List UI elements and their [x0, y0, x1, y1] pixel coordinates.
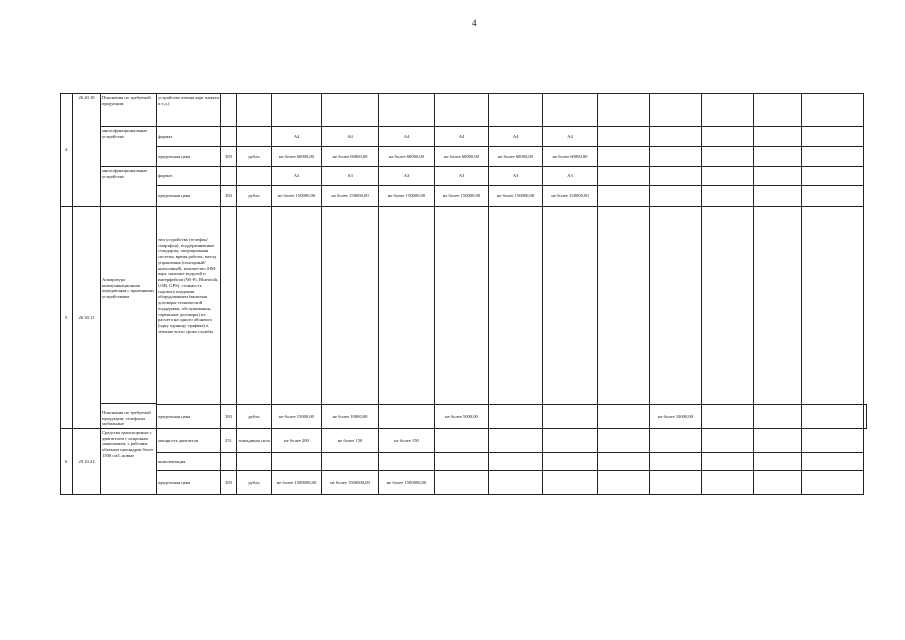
characteristic: предельная цена: [157, 186, 221, 207]
sub-product-name: многофункциональные устройства: [101, 167, 157, 207]
table-row: [61, 127, 867, 147]
sub-product-name: многофункциональные устройства: [101, 127, 157, 167]
table-row: [61, 429, 867, 453]
row-number: 5.: [61, 207, 73, 429]
table-row: [61, 186, 867, 207]
value-cell: A3: [322, 167, 379, 186]
product-name: Аппаратура коммуникационная передающая с приемными устройствами: [101, 207, 157, 404]
row-number: 6.: [61, 429, 73, 495]
product-note: Пояснения по требуемой продукции: телефоны мобильные: [101, 404, 157, 429]
okei-code: 383: [221, 405, 237, 429]
value-cell: A4: [322, 127, 379, 147]
table-row: [61, 471, 867, 495]
characteristic: предельная цена: [157, 405, 221, 429]
value-cell: не более 150000,00: [543, 186, 598, 207]
value-cell: A4: [435, 127, 489, 147]
unit: рубль: [237, 147, 272, 167]
unit: рубль: [237, 471, 272, 495]
value-cell: не более 1500000,00: [379, 471, 435, 495]
product-name: Пояснения по требуемой продукции:: [101, 94, 157, 127]
value-cell: A3: [543, 167, 598, 186]
value-cell: A3: [489, 167, 543, 186]
value-cell: не более 60000,00: [322, 147, 379, 167]
requirements-table: [60, 93, 867, 495]
page-number: 4: [472, 18, 477, 28]
characteristic: комплектация: [157, 453, 221, 471]
value-cell: не более 150000,00: [322, 186, 379, 207]
value-cell: не более 10000,00: [322, 405, 379, 429]
table-row: [61, 167, 867, 186]
value-cell: не более 60000,00: [489, 147, 543, 167]
table-row: [61, 207, 867, 404]
unit: рубль: [237, 186, 272, 207]
value-cell: не более 150000,00: [272, 186, 322, 207]
value-cell: не более 5000,00: [435, 405, 489, 429]
okpd-code: 26.20.18: [73, 94, 101, 207]
value-cell: A3: [379, 167, 435, 186]
product-name: Средства транспортные с двигателем с искровым зажиганием, с рабочим объемом цилиндров более 1500 см3, новые: [101, 429, 157, 495]
value-cell: не более 60000,00: [543, 147, 598, 167]
characteristic: устройства чтения карт памяти и т.д.): [157, 94, 221, 127]
okei-code: 383: [221, 147, 237, 167]
value-cell: A4: [489, 127, 543, 147]
value-cell: не более 150000,00: [379, 186, 435, 207]
value-cell: не более 1500000,00: [272, 471, 322, 495]
value-cell: не более 60000,00: [379, 147, 435, 167]
value-cell: не более 150: [322, 429, 379, 453]
unit: рубль: [237, 405, 272, 429]
okpd-code: 26.30.11: [73, 207, 101, 429]
table-row: [61, 147, 867, 167]
value-cell: не более 200: [272, 429, 322, 453]
value-cell: не более 1500000,00: [322, 471, 379, 495]
value-cell: не более 150: [379, 429, 435, 453]
value-cell: A4: [543, 127, 598, 147]
value-cell: не более 150000,00: [435, 186, 489, 207]
okei-code: 383: [221, 471, 237, 495]
characteristic: предельная цена: [157, 471, 221, 495]
value-cell: не более 10000,00: [650, 405, 702, 429]
characteristic: формат: [157, 127, 221, 147]
characteristic: предельная цена: [157, 147, 221, 167]
value-cell: A3: [435, 167, 489, 186]
table-row: [61, 405, 867, 429]
value-cell: не более 60000,00: [272, 147, 322, 167]
okei-code: 383: [221, 186, 237, 207]
table-row: [61, 94, 867, 127]
value-cell: не более 60000,00: [435, 147, 489, 167]
unit: лошадиная сила: [237, 429, 272, 453]
value-cell: A4: [272, 127, 322, 147]
value-cell: A3: [272, 167, 322, 186]
row-number: 4.: [61, 94, 73, 207]
value-cell: не более 15000,00: [272, 405, 322, 429]
okpd-code: 29.10.22: [73, 429, 101, 495]
value-cell: A4: [379, 127, 435, 147]
characteristic: тип устройства (телефон/смартфон), поддерживаемые стандарты, операционная система, время работы, метод управления (сенсорный/кнопочный), количество SIM-карт, наличие модулей и интерфейсов (Wi-Fi, Bluetooth, USB, GPS), стоимость годового владения оборудованием (включая договоры технической поддержки, обслуживания, сервисные договоры) из расчета на одного абонента (одну единицу трафика) в течение всего срока службы: [157, 207, 221, 405]
table-row: [61, 453, 867, 471]
okei-code: 251: [221, 429, 237, 453]
value-cell: не более 150000,00: [489, 186, 543, 207]
characteristic: мощность двигателя: [157, 429, 221, 453]
characteristic: формат: [157, 167, 221, 186]
